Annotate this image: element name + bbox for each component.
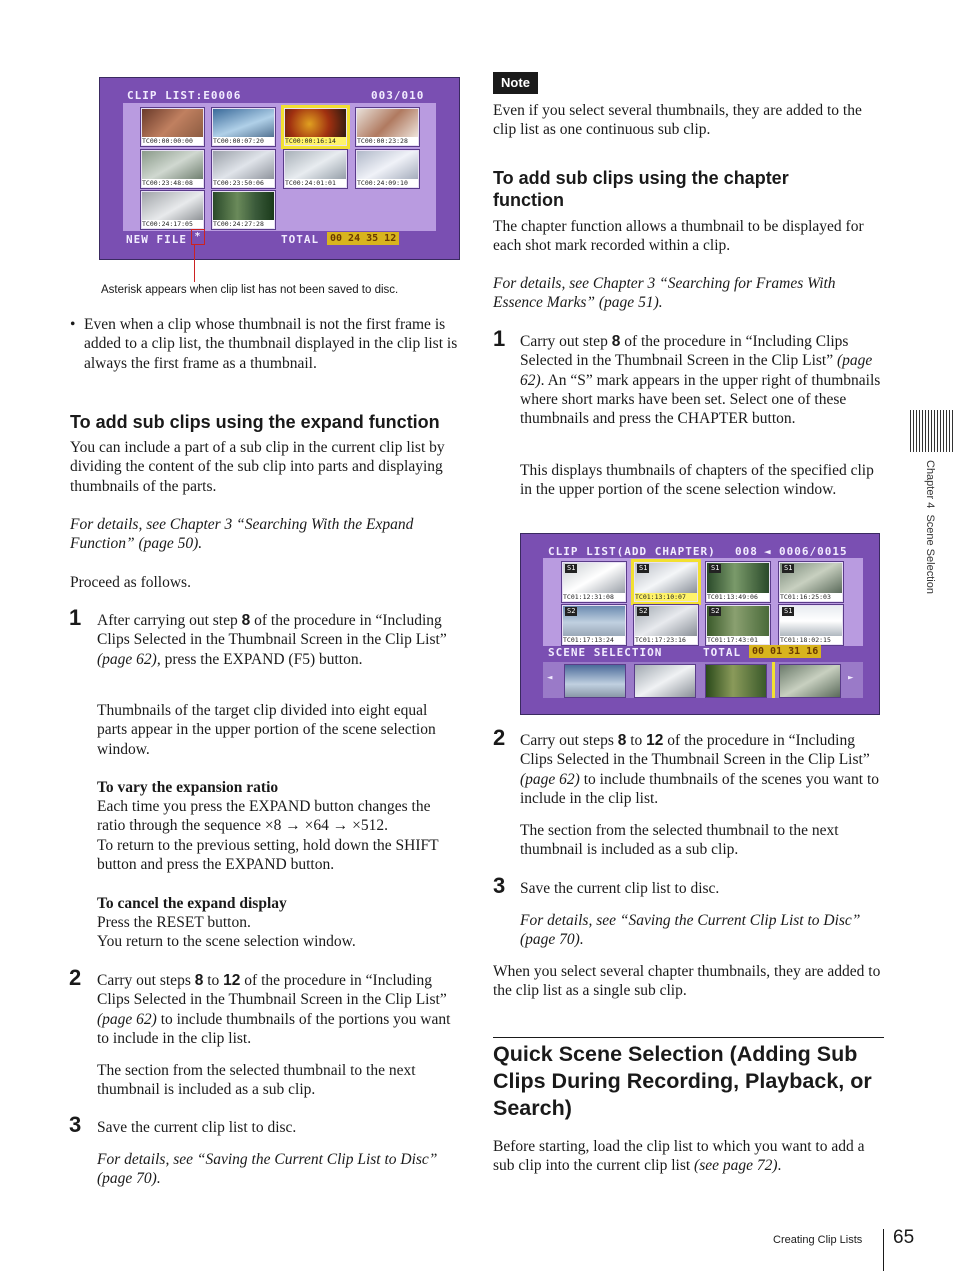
step-text: After carrying out step 8 of the procedure in “Including Clips Selected in the Thumbnail Screen in the Clip List” (page 62), press the EXPAND (F5) button. [97, 612, 447, 668]
step-number: 3 [69, 1112, 82, 1137]
total-value: 00 24 35 12 [327, 232, 399, 245]
step-number: 1 [69, 605, 82, 630]
timecode: TC00:24:01:01 [285, 179, 346, 187]
scene-selection-label: SCENE SELECTION [548, 646, 663, 659]
paragraph: The chapter function allows a thumbnail to be displayed for each shot mark recorded within a clip. [493, 218, 864, 255]
scene-thumbnail [705, 664, 767, 698]
section-heading: Quick Scene Selection (Adding Sub Clips During Recording, Playback, or Search) [493, 1042, 872, 1120]
step-paragraph: Thumbnails of the target clip divided into eight equal parts appear in the upper portion of the scene selection window. [97, 702, 436, 758]
shot-mark-badge: S2 [639, 607, 648, 615]
new-file-label: NEW FILE [126, 233, 187, 246]
thumbnail [355, 149, 420, 189]
screen-counter: 003/010 [371, 89, 425, 102]
step-text: Carry out step 8 of the procedure in “Including Clips Selected in the Thumbnail Screen in the Clip List” (page 62). An “S” mark appears in the upper right of thumbnails where short marks have been set. Select one of these thumbnails and press the CHAPTER button. [520, 333, 881, 428]
paragraph: Before starting, load the clip list to which you want to add a sub clip into the current clip list (see page 72). [493, 1138, 865, 1175]
step-text: Carry out steps 8 to 12 of the procedure in “Including Clips Selected in the Thumbnail Screen in the Clip List” (page 62) to include thumbnails of the scenes you want to include in the clip list. [520, 732, 880, 807]
reference: For details, see “Saving the Current Clip List to Disc” (page 70). [97, 1151, 438, 1188]
shot-mark-badge: S1 [784, 564, 793, 572]
thumbnail [211, 107, 276, 147]
thumbnail [140, 107, 205, 147]
paragraph: To return to the previous setting, hold down the SHIFT button and press the EXPAND button. [97, 837, 439, 874]
thumbnail [561, 604, 627, 646]
bullet-item: • Even when a clip whose thumbnail is not the first frame is added to a clip list, the thumbnail displayed in the clip list is always the first frame as a thumbnail. [70, 315, 460, 373]
step-paragraph: This displays thumbnails of chapters of the specified clip in the upper portion of the scene selection window. [520, 462, 874, 499]
thumbnail [283, 149, 348, 189]
footer-label: Creating Clip Lists [773, 1234, 863, 1246]
subheading: To vary the expansion ratio [97, 779, 279, 796]
timecode: TC01:17:23:16 [635, 636, 697, 644]
thumbnail [778, 604, 844, 646]
total-label: TOTAL [281, 233, 320, 246]
timecode: TC00:00:00:00 [142, 137, 203, 145]
timecode: TC01:12:31:08 [563, 593, 625, 601]
thumbnail [140, 149, 205, 189]
step-text: Save the current clip list to disc. [97, 1119, 297, 1136]
screen-title: CLIP LIST(ADD CHAPTER) [548, 545, 716, 558]
screen-title: CLIP LIST:E0006 [127, 89, 242, 102]
thumbnail [778, 561, 844, 603]
scene-thumbnail [564, 664, 626, 698]
screen-counter-a: 008 [735, 545, 758, 558]
sidebar-section: Scene Selection [924, 514, 936, 594]
scroll-left-icon: ◄ [547, 673, 554, 683]
scene-thumbnail [634, 664, 696, 698]
timecode: TC00:23:48:08 [142, 179, 203, 187]
bullet-text: Even when a clip whose thumbnail is not the first frame is added to a clip list, the thumbnail displayed in the clip list is always the first frame as a thumbnail. [84, 316, 458, 372]
timecode: TC00:24:09:10 [357, 179, 418, 187]
paragraph: When you select several chapter thumbnails, they are added to the clip list as a single sub clip. [493, 963, 881, 1000]
step-paragraph: The section from the selected thumbnail to the next thumbnail is included as a sub clip. [97, 1062, 416, 1099]
shot-mark-badge: S1 [784, 607, 793, 615]
shot-mark-badge: S1 [639, 564, 648, 572]
total-value: 00 01 31 16 [749, 645, 821, 658]
step-number: 1 [493, 326, 506, 351]
timecode: TC00:24:17:05 [142, 220, 203, 228]
step-number: 2 [69, 965, 82, 990]
thumbnail [355, 107, 420, 147]
timecode: TC01:18:02:15 [780, 636, 842, 644]
shot-mark-badge: S1 [711, 564, 720, 572]
thumbnail [705, 561, 771, 603]
sidebar-chapter: Chapter 4 [924, 460, 936, 509]
step-text: Carry out steps 8 to 12 of the procedure in “Including Clips Selected in the Thumbnail Screen in the Clip List” (page 62) to include thumbnails of the portions you want to include in the clip list. [97, 972, 451, 1047]
sidebar-chapter-label [924, 460, 936, 594]
thumbnail [561, 561, 627, 603]
chapter-screenshot [520, 533, 880, 715]
timecode: TC00:00:16:14 [285, 137, 346, 145]
section-rule [493, 1037, 884, 1038]
paragraph: Proceed as follows. [70, 574, 191, 591]
scroll-right-icon: ► [848, 673, 855, 683]
screen-counter-b: 0006/0015 [779, 545, 848, 558]
step-text: Save the current clip list to disc. [520, 880, 720, 897]
thumbnail [705, 604, 771, 646]
thumbnail-selected [633, 561, 699, 603]
subheading: To cancel the expand display [97, 895, 287, 912]
asterisk-mark: * [191, 229, 205, 245]
timecode: TC00:00:23:28 [357, 137, 418, 145]
scene-cursor [772, 662, 775, 698]
paragraph: You can include a part of a sub clip in the current clip list by dividing the content of the sub clip into parts and displaying thumbnails of the parts. [70, 439, 445, 495]
reference: For details, see Chapter 3 “Searching for Frames With Essence Marks” (page 51). [493, 275, 836, 312]
total-label: TOTAL [703, 646, 742, 659]
shot-mark-badge: S2 [567, 607, 576, 615]
heading-expand: To add sub clips using the expand function [70, 412, 440, 432]
step-number: 3 [493, 873, 506, 898]
thumbnail-selected [283, 107, 348, 147]
reference: For details, see “Saving the Current Clip List to Disc” (page 70). [520, 912, 861, 949]
timecode: TC01:13:49:06 [707, 593, 769, 601]
thumbnail [633, 604, 699, 646]
timecode: TC01:13:10:07 [635, 593, 697, 601]
thumbnail [140, 190, 205, 230]
thumbnail [211, 190, 276, 230]
step-paragraph: The section from the selected thumbnail to the next thumbnail is included as a sub clip. [520, 822, 839, 859]
note-text: Even if you select several thumbnails, they are added to the clip list as one continuous sub clip. [493, 102, 862, 139]
paragraph: You return to the scene selection window. [97, 933, 356, 950]
callout-line [194, 244, 195, 282]
note-label: Note [493, 72, 538, 94]
timecode: TC01:17:13:24 [563, 636, 625, 644]
timecode: TC00:24:27:28 [213, 220, 274, 228]
clip-list-screenshot [99, 77, 460, 260]
thumbnail [211, 149, 276, 189]
screenshot-caption: Asterisk appears when clip list has not been saved to disc. [101, 284, 399, 296]
chapter-tab-lines [910, 410, 954, 452]
shot-mark-badge: S2 [711, 607, 720, 615]
reference: For details, see Chapter 3 “Searching With the Expand Function” (page 50). [70, 516, 414, 553]
heading-chapter: To add sub clips using the chapter function [493, 168, 789, 210]
page-number: 65 [893, 1227, 915, 1248]
shot-mark-badge: S1 [567, 564, 576, 572]
step-number: 2 [493, 725, 506, 750]
timecode: TC00:00:07:20 [213, 137, 274, 145]
timecode: TC01:16:25:03 [780, 593, 842, 601]
counter-arrow: ◄ [764, 545, 772, 558]
paragraph: Each time you press the EXPAND button changes the ratio through the sequence ×8 → ×64 → ×512. [97, 798, 431, 835]
timecode: TC01:17:43:01 [707, 636, 769, 644]
footer-rule [883, 1229, 884, 1271]
timecode: TC00:23:50:06 [213, 179, 274, 187]
scene-thumbnail [779, 664, 841, 698]
paragraph: Press the RESET button. [97, 914, 251, 931]
